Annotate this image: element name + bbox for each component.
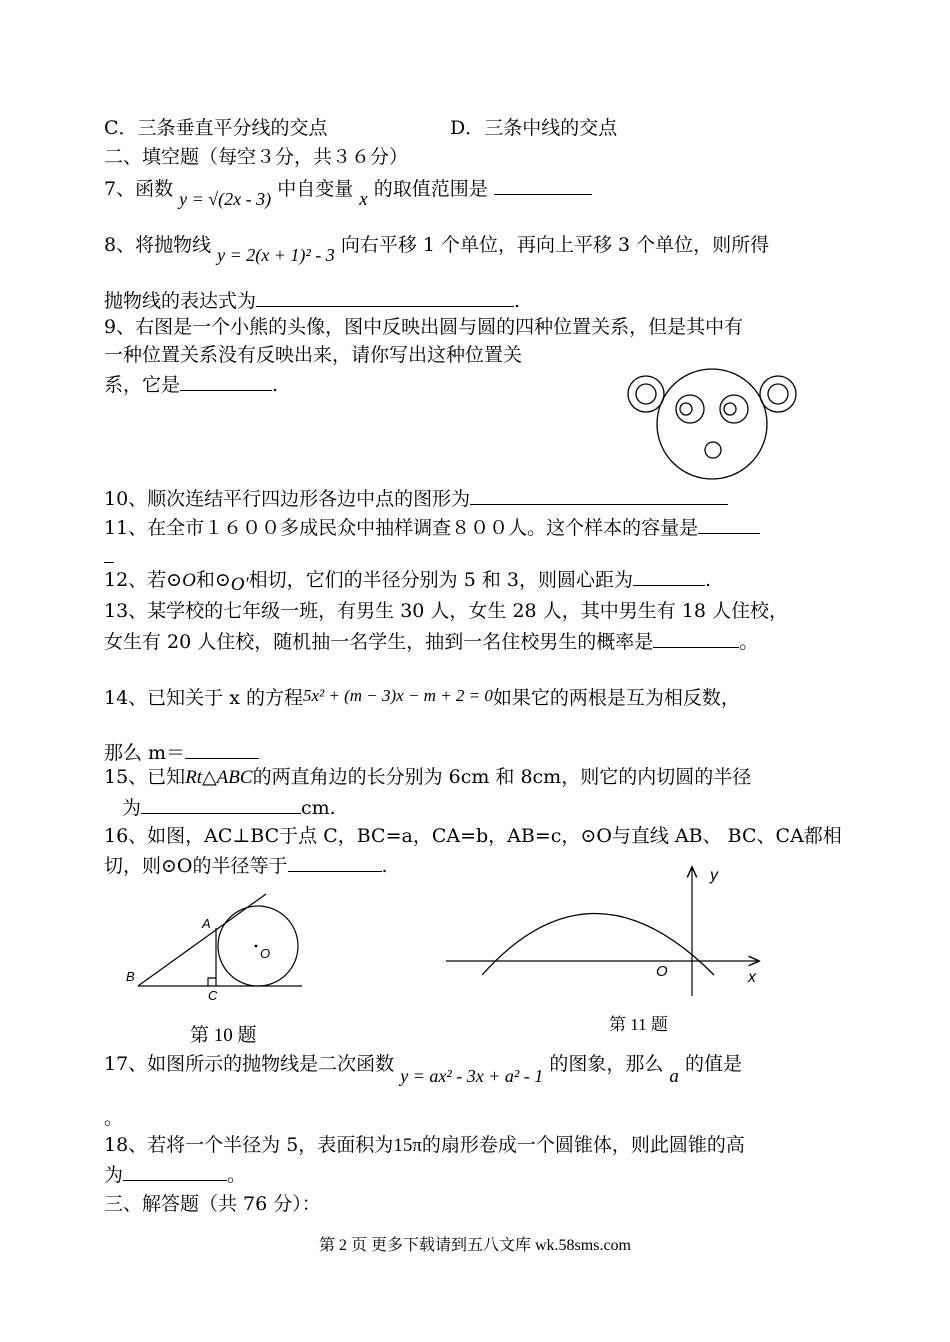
q15-triangle: Rt△ABC xyxy=(185,767,253,788)
q8-formula: y = 2(x + 1)² - 3 xyxy=(217,245,335,265)
q16-line1: 16、如图，AC⊥BC于点 C，BC=a，CA=b，AB=c，⊙O与直线 AB、 BC、CA都相 xyxy=(104,825,842,847)
q7 xyxy=(104,176,592,210)
q8-suffix: 向右平移 1 个单位，再向上平移 3 个单位，则所得 xyxy=(340,234,770,256)
q7-mid: 中自变量 xyxy=(277,178,354,200)
q14-answer-blank[interactable] xyxy=(185,740,259,759)
incircle xyxy=(218,906,298,986)
q17-variable: a xyxy=(669,1066,679,1087)
left-ear-outer xyxy=(628,376,664,412)
q12-and: 和⊙ xyxy=(195,569,231,591)
q8-line2 xyxy=(104,288,520,313)
q13-line2-text: 女生有 20 人住校，随机抽一名学生，抽到一名住校男生的概率是 xyxy=(104,631,654,653)
origin-label: O xyxy=(656,963,668,980)
q11 xyxy=(104,515,760,540)
bear-face-circle xyxy=(657,369,767,479)
q18-end: 。 xyxy=(227,1164,247,1186)
q18-line2 xyxy=(104,1162,246,1187)
q15-line2-prefix: 为 xyxy=(122,797,142,819)
q16-answer-blank[interactable] xyxy=(288,853,382,872)
bear-nose xyxy=(705,442,721,458)
section2-heading: 二、填空题（每空３分，共３６分） xyxy=(104,146,409,168)
q7-answer-blank[interactable] xyxy=(494,176,592,195)
q12-end: . xyxy=(704,569,711,591)
q12-prefix: 12、若⊙ xyxy=(104,569,183,591)
q17-prefix: 17、如图所示的抛物线是二次函数 xyxy=(104,1053,395,1075)
q7-formula: y = √(2x - 3) xyxy=(179,189,272,209)
q15-answer-blank[interactable] xyxy=(141,795,301,814)
figure-11-caption: 第 11 题 xyxy=(609,1015,668,1034)
q15-suffix: 的两直角边的长分别为 6cm 和 8cm，则它的内切圆的半径 xyxy=(252,766,752,788)
q18-area: 15π xyxy=(393,1135,422,1156)
q9-line2: 一种位置关系没有反映出来，请你写出这种位置关 xyxy=(104,344,523,366)
q17-suffix: 的值是 xyxy=(684,1053,742,1075)
q17-line2: 。 xyxy=(104,1107,124,1129)
q8-line2-text: 抛物线的表达式为 xyxy=(104,290,257,312)
q15-prefix: 15、已知 xyxy=(104,766,186,788)
label-c: C xyxy=(208,988,218,1003)
q8-line1 xyxy=(104,233,770,265)
q14-line1 xyxy=(104,686,740,711)
figure-10 xyxy=(120,888,320,1008)
axis-label-y: y xyxy=(710,867,718,884)
q12-suffix: 相切，它们的半径分别为 5 和 3，则圆心距为 xyxy=(248,569,633,591)
q10-answer-blank[interactable] xyxy=(470,486,728,505)
section3-heading: 三、解答题（共 76 分）： xyxy=(104,1193,321,1215)
q14-line2 xyxy=(104,740,259,765)
q6-option-d: D．三条中线的交点 xyxy=(450,117,618,139)
label-b: B xyxy=(126,969,135,984)
q12 xyxy=(104,567,711,593)
label-a: A xyxy=(202,916,211,931)
q10-text: 10、顺次连结平行四边形各边中点的图形为 xyxy=(104,488,471,510)
q7-suffix: 的取值范围是 xyxy=(373,178,488,200)
q6-option-c: C．三条垂直平分线的交点 xyxy=(104,117,328,139)
q15-unit: cm. xyxy=(301,797,336,819)
parabola-curve xyxy=(482,914,714,976)
q12-o-prime: O′ xyxy=(230,574,249,595)
page-footer: 第 2 页 更多下载请到五八文库 wk.58sms.com xyxy=(318,1237,631,1254)
left-eye-inner xyxy=(680,403,692,415)
right-eye-inner xyxy=(724,403,736,415)
q18-line1 xyxy=(104,1133,745,1158)
q14-suffix: 如果它的两根是互为相反数， xyxy=(492,687,740,709)
right-angle-mark xyxy=(208,978,216,986)
q10 xyxy=(104,486,728,511)
q14-prefix: 14、已知关于 x 的方程 xyxy=(104,687,303,709)
q9-line3 xyxy=(104,372,278,397)
q16-line2-text: 切，则⊙O的半径等于 xyxy=(104,855,288,877)
q13-answer-blank[interactable] xyxy=(653,629,739,648)
q14-line2-text: 那么 m＝ xyxy=(104,742,186,764)
q18-suffix: 的扇形卷成一个圆锥体，则此圆锥的高 xyxy=(421,1134,745,1156)
q9-answer-blank[interactable] xyxy=(180,372,272,391)
q17-formula: y = ax² - 3x + a² - 1 xyxy=(400,1066,544,1086)
q16-line2 xyxy=(104,853,388,878)
q15-line1 xyxy=(104,765,751,790)
q6-options xyxy=(104,116,618,140)
q9-line1: 9、右图是一个小熊的头像，图中反映出圆与圆的四种位置关系，但是其中有 xyxy=(104,316,744,338)
q7-variable: x xyxy=(359,189,368,210)
bear-head-figure xyxy=(620,368,810,488)
figure-10-caption: 第 10 题 xyxy=(190,1025,257,1046)
q13-line2 xyxy=(104,629,758,654)
q8-prefix: 8、将抛物线 xyxy=(104,234,212,256)
q11-blank-continuation xyxy=(104,562,114,563)
q17-line1 xyxy=(104,1052,742,1087)
q7-prefix: 7、函数 xyxy=(104,178,174,200)
q9-line3-text: 系，它是 xyxy=(104,374,181,396)
q9-end: . xyxy=(272,374,279,396)
q18-prefix: 18、若将一个半径为 5，表面积为 xyxy=(104,1134,394,1156)
q8-end: . xyxy=(514,290,521,312)
q15-line2 xyxy=(122,795,336,820)
q18-line2-prefix: 为 xyxy=(104,1164,124,1186)
q18-answer-blank[interactable] xyxy=(123,1162,227,1181)
q13-end: 。 xyxy=(739,631,759,653)
axis-label-x: x xyxy=(748,969,756,986)
figure-11 xyxy=(440,860,780,1000)
q11-text: 11、在全市１６００多成民众中抽样调查８００人。这个样本的容量是 xyxy=(104,517,699,539)
q11-answer-blank[interactable] xyxy=(698,515,760,534)
right-ear-outer xyxy=(760,376,796,412)
q13-line1: 13、某学校的七年级一班，有男生 30 人，女生 28 人，其中男生有 18 人住校， xyxy=(104,600,788,622)
q14-formula: 5x² + (m − 3)x − m + 2 = 0 xyxy=(302,686,493,705)
q12-o: O xyxy=(182,570,196,591)
left-ear-inner xyxy=(636,384,656,404)
right-ear-inner xyxy=(768,384,788,404)
q17-mid: 的图象，那么 xyxy=(549,1053,664,1075)
q8-answer-blank[interactable] xyxy=(256,288,514,307)
label-o: O xyxy=(260,946,271,961)
q16-end: . xyxy=(381,855,388,877)
q12-answer-blank[interactable] xyxy=(633,567,705,586)
